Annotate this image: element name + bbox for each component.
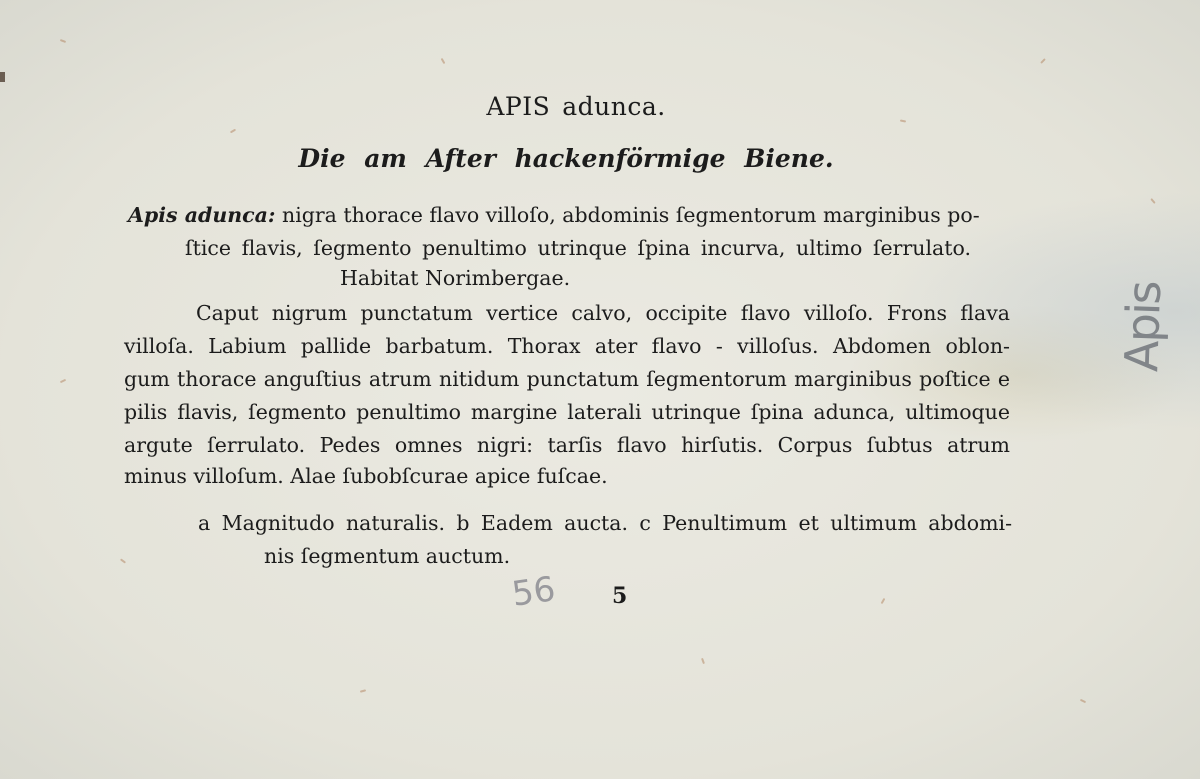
paper-fleck	[701, 658, 705, 664]
paper-fleck	[360, 689, 366, 692]
paper-fleck	[1080, 699, 1086, 703]
diagnosis-text-1: nigra thorace flavo villoſo, abdominis ſegmentorum marginibus po-	[275, 203, 980, 227]
paper-fleck	[60, 39, 66, 43]
page-subtitle: Die am After hackenförmige Biene.	[298, 144, 834, 173]
title-genus: APIS	[486, 92, 551, 121]
description-line-4: pilis flavis, ſegmento penultimo margine laterali utrinque ſpina adunca, ultimoque	[124, 400, 1010, 424]
diagnosis-line-1	[128, 205, 1010, 226]
binding-mark	[0, 72, 5, 82]
figure-legend-line-1: a Magnitudo naturalis. b Eadem aucta. c Penultimum et ultimum abdomi-	[198, 511, 1012, 535]
margin-annotation: Apis	[1114, 281, 1172, 373]
species-name: Apis adunca:	[128, 203, 276, 227]
habitat-line: Habitat Norimbergae.	[340, 266, 571, 290]
title-species: adunca.	[562, 92, 666, 121]
paper-fleck	[230, 129, 236, 134]
page-title	[0, 92, 1152, 121]
description-line-1: Caput nigrum punctatum vertice calvo, occipite flavo villoſo. Frons flava	[196, 301, 1010, 325]
pencil-number: 56	[509, 569, 558, 615]
diagnosis-line-2: ſtice flavis, ſegmento penultimo utrinque ſpina incurva, ultimo ſerrulato.	[185, 236, 971, 260]
description-line-5: argute ſerrulato. Pedes omnes nigri: tarſis flavo hirſutis. Corpus ſubtus atrum	[124, 433, 1010, 457]
paper-fleck	[60, 379, 66, 383]
paper-fleck	[1150, 198, 1155, 204]
paper-fleck	[1040, 58, 1046, 64]
description-line-6: minus villoſum. Alae ſubobſcurae apice fuſcae.	[124, 464, 608, 488]
page-number: 5	[612, 583, 628, 609]
figure-legend-line-2: nis ſegmentum auctum.	[264, 544, 511, 568]
paper-fleck	[120, 558, 126, 563]
paper-fleck	[441, 58, 446, 64]
description-line-3: gum thorace anguſtius atrum nitidum punctatum ſegmentorum marginibus poſtice e	[124, 367, 1010, 391]
description-line-2: villoſa. Labium pallide barbatum. Thorax ater flavo - villoſus. Abdomen oblon-	[124, 334, 1010, 358]
paper-fleck	[881, 598, 886, 604]
